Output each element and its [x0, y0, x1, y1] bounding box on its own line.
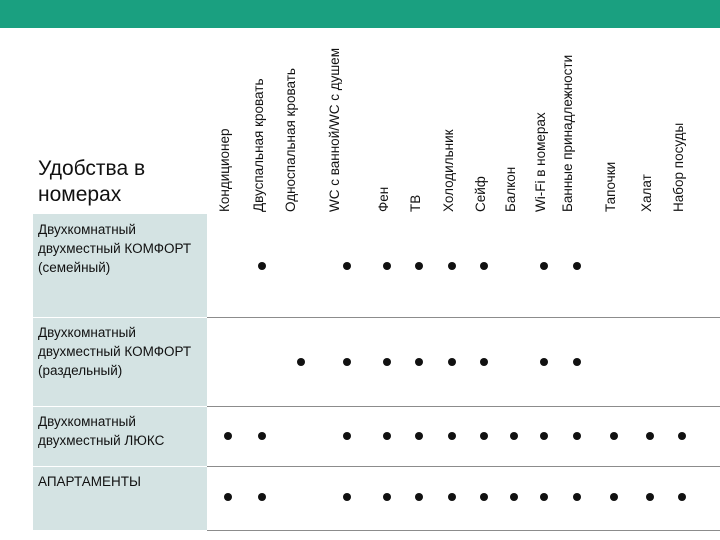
- amenity-available-dot: [224, 432, 232, 440]
- amenity-available-dot: [343, 358, 351, 366]
- column-header-label: Балкон: [503, 166, 518, 212]
- amenity-available-dot: [448, 432, 456, 440]
- amenity-available-dot: [678, 493, 686, 501]
- amenity-available-dot: [480, 432, 488, 440]
- row-divider-left: [33, 406, 207, 407]
- row-divider: [207, 317, 720, 318]
- top-accent-bar: [0, 0, 720, 28]
- amenity-available-dot: [383, 493, 391, 501]
- amenity-available-dot: [573, 262, 581, 270]
- table-bottom-border: [207, 530, 720, 531]
- amenity-available-dot: [383, 358, 391, 366]
- amenity-available-dot: [573, 493, 581, 501]
- row-divider-left: [33, 317, 207, 318]
- amenity-available-dot: [540, 358, 548, 366]
- column-header-label: Халат: [639, 174, 654, 212]
- amenity-available-dot: [448, 493, 456, 501]
- column-header-label: Тапочки: [603, 161, 618, 212]
- column-header-label: Двуспальная кровать: [251, 78, 266, 212]
- amenity-available-dot: [646, 432, 654, 440]
- amenity-available-dot: [610, 493, 618, 501]
- amenity-available-dot: [510, 432, 518, 440]
- room-type-label: Двухкомнатный двухместный ЛЮКС: [38, 414, 165, 448]
- amenity-available-dot: [540, 432, 548, 440]
- column-header-label: Набор посуды: [671, 122, 686, 212]
- amenity-available-dot: [415, 358, 423, 366]
- room-type-label: Двухкомнатный двухместный КОМФОРТ (семейный): [38, 222, 192, 275]
- column-header-label: ТВ: [408, 194, 423, 212]
- amenity-available-dot: [297, 358, 305, 366]
- amenity-available-dot: [510, 493, 518, 501]
- row-divider: [207, 466, 720, 467]
- amenity-available-dot: [540, 262, 548, 270]
- room-type-label: АПАРТАМЕНТЫ: [38, 474, 141, 489]
- amenity-available-dot: [415, 432, 423, 440]
- column-header-label: Сейф: [473, 176, 488, 212]
- room-type-label: Двухкомнатный двухместный КОМФОРТ (раздельный): [38, 325, 192, 378]
- amenity-available-dot: [415, 493, 423, 501]
- amenity-available-dot: [480, 262, 488, 270]
- amenity-available-dot: [573, 358, 581, 366]
- amenity-available-dot: [343, 493, 351, 501]
- column-header-label: Односпальная кровать: [283, 68, 298, 212]
- amenity-available-dot: [448, 358, 456, 366]
- amenity-available-dot: [610, 432, 618, 440]
- amenity-available-dot: [646, 493, 654, 501]
- column-header-label: Холодильник: [441, 129, 456, 212]
- column-header-label: Wi-Fi в номерах: [533, 112, 548, 212]
- row-divider: [207, 406, 720, 407]
- amenity-available-dot: [383, 262, 391, 270]
- amenity-available-dot: [540, 493, 548, 501]
- column-header-label: Кондиционер: [217, 128, 232, 212]
- amenity-available-dot: [448, 262, 456, 270]
- amenity-available-dot: [343, 262, 351, 270]
- amenity-available-dot: [224, 493, 232, 501]
- column-header-label: WC с ванной/WC с душем: [327, 48, 342, 212]
- amenity-available-dot: [258, 432, 266, 440]
- amenity-available-dot: [480, 493, 488, 501]
- amenity-available-dot: [573, 432, 581, 440]
- amenity-available-dot: [258, 493, 266, 501]
- amenity-available-dot: [678, 432, 686, 440]
- column-header-label: Фен: [376, 186, 391, 212]
- amenity-available-dot: [258, 262, 266, 270]
- amenity-available-dot: [415, 262, 423, 270]
- table-title: Удобства в номерах: [38, 157, 146, 206]
- row-divider-left: [33, 466, 207, 467]
- amenity-available-dot: [480, 358, 488, 366]
- column-header-label: Банные принадлежности: [560, 54, 575, 212]
- amenity-available-dot: [383, 432, 391, 440]
- amenity-available-dot: [343, 432, 351, 440]
